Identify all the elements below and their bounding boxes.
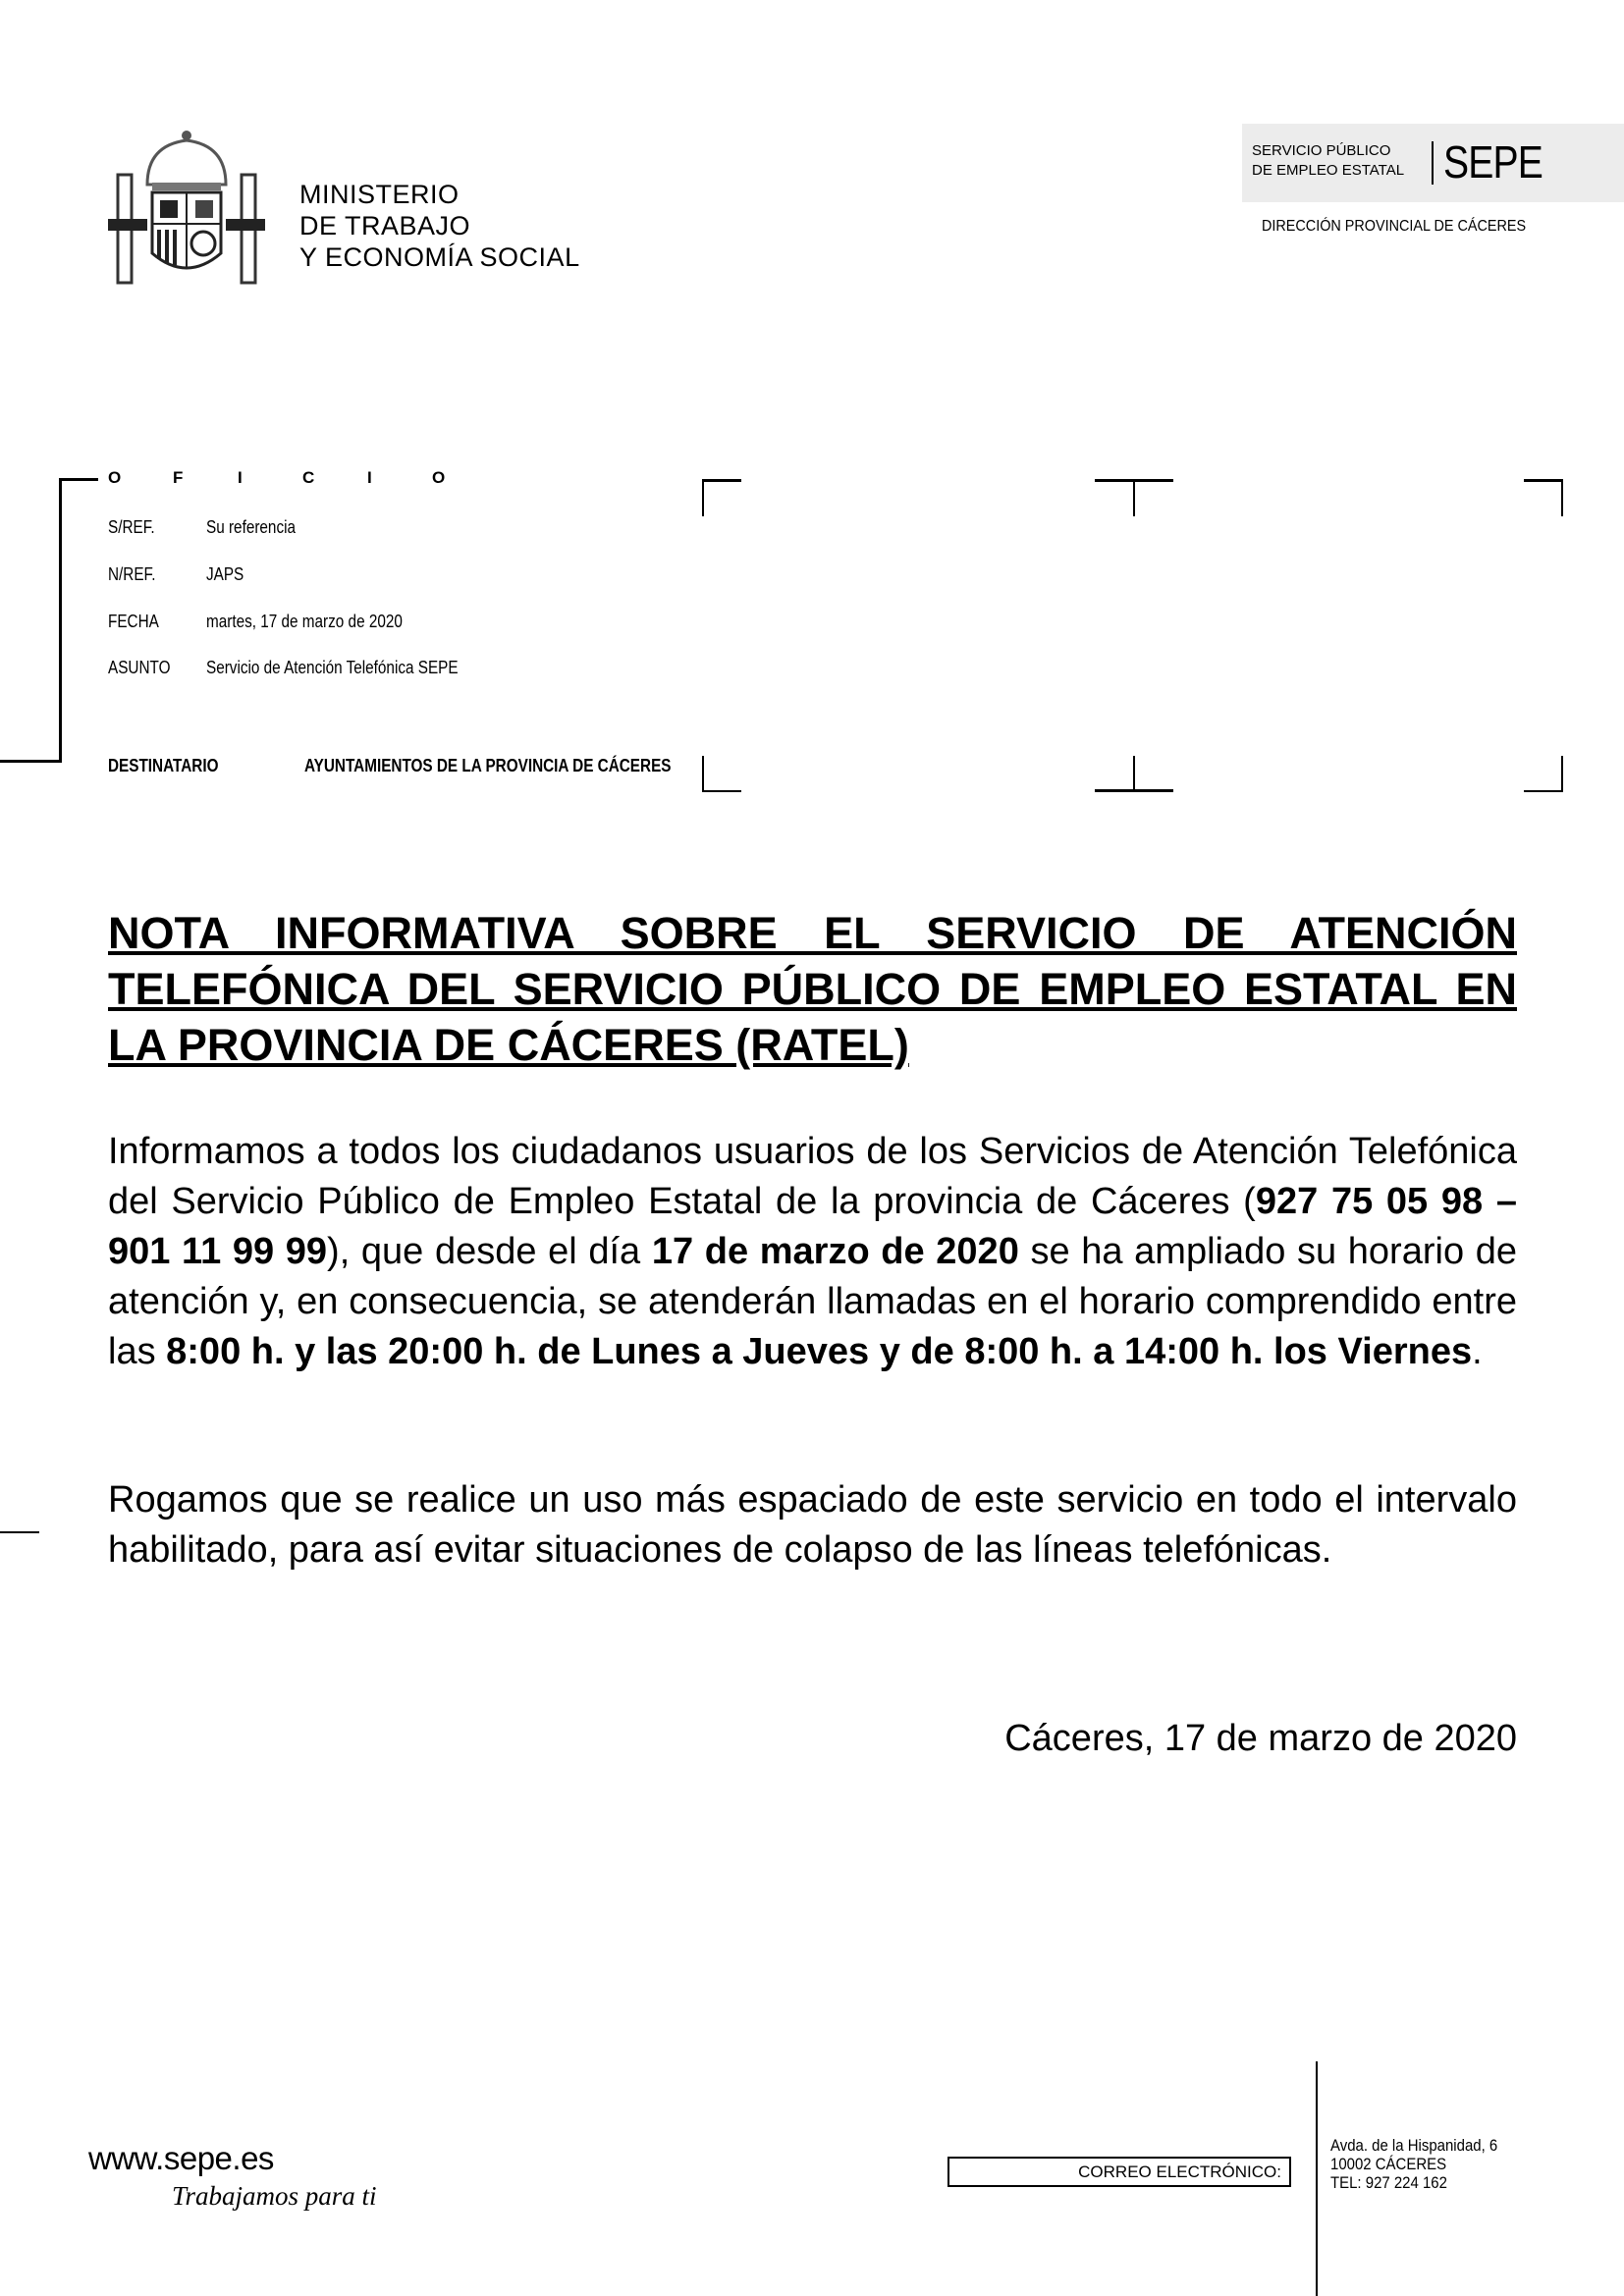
ministry-line: Y ECONOMÍA SOCIAL [299,242,580,272]
start-date: 17 de marzo de 2020 [651,1231,1019,1272]
sepe-divider [1432,141,1434,185]
crop-mark [702,756,704,792]
asunto-label: ASUNTO [108,658,171,677]
oficio-heading [108,468,497,488]
closing-date: Cáceres, 17 de marzo de 2020 [1004,1718,1517,1759]
crop-mark [1524,790,1563,792]
crop-mark [702,479,741,482]
crop-mark [702,790,741,792]
fold-mark [0,1531,39,1533]
crop-mark [1133,479,1135,516]
sepe-wordmark: SEPE [1443,136,1543,187]
fecha-value: martes, 17 de marzo de 2020 [206,612,403,631]
website-link[interactable]: www.sepe.es [88,2140,274,2176]
ministry-name [299,179,580,273]
address-line: 10002 CÁCERES [1330,2155,1447,2173]
sref-value: Su referencia [206,517,297,537]
address-line: TEL: 927 224 162 [1330,2173,1447,2192]
phone-numbers: 927 75 05 98 – 901 11 99 99 [108,1181,1517,1272]
nref-value: JAPS [206,564,244,584]
slogan: Trabajamos para ti [172,2181,377,2211]
text: . [1472,1331,1483,1372]
service-hours: 8:00 h. y las 20:00 h. de Lunes a Jueves y de 8:00 h. a 14:00 h. los Viernes [166,1331,1473,1372]
sepe-small-line: SERVICIO PÚBLICO [1252,142,1391,159]
sepe-small-line: DE EMPLEO ESTATAL [1252,162,1405,179]
destinatario-value: AYUNTAMIENTOS DE LA PROVINCIA DE CÁCERES [304,756,672,775]
footer-divider [1316,2061,1318,2296]
paragraph-2: Rogamos que se realice un uso más espaciado de este servicio en todo el intervalo habilitado, para así evitar situaciones de colapso de las líneas telefónicas. [108,1479,1517,1571]
bracket-line [59,478,62,763]
crop-mark [702,479,704,516]
text: se ha ampliado su horario de atención y, en consecuencia, se atenderán llamadas en el horario comprendido entre las [108,1231,1517,1372]
destinatario-label: DESTINATARIO [108,756,219,775]
bracket-line [0,760,62,763]
crop-mark [1524,479,1563,482]
direccion-provincial: DIRECCIÓN PROVINCIAL DE CÁCERES [1262,218,1527,235]
coat-of-arms-logo [103,126,270,288]
oficio-letter: O [432,468,446,487]
oficio-letter: I [367,468,372,487]
sepe-logo [1242,124,1624,202]
address-block [1330,2136,1497,2192]
oficio-letter: I [238,468,243,487]
email-box: CORREO ELECTRÓNICO: [947,2157,1291,2187]
crop-mark [1561,756,1563,792]
bracket-line [59,478,98,481]
text: Informamos a todos los ciudadanos usuarios de los Servicios de Atención Telefónica del Servicio Público de Empleo Estatal de la provincia de Cáceres ( [108,1131,1517,1222]
document-title: NOTA INFORMATIVA SOBRE EL SERVICIO DE ATENCIÓN TELEFÓNICA DEL SERVICIO PÚBLICO DE EMPLEO ESTATAL EN LA PROVINCIA DE CÁCERES (RATEL) [108,908,1517,1070]
ministry-line: DE TRABAJO [299,211,471,240]
oficio-letter: F [173,468,184,487]
sref-label: S/REF. [108,517,155,537]
fecha-label: FECHA [108,612,159,631]
ministry-line: MINISTERIO [299,180,460,209]
crop-mark [1561,479,1563,516]
asunto-value: Servicio de Atención Telefónica SEPE [206,658,459,677]
oficio-letter: C [302,468,315,487]
address-line: Avda. de la Hispanidad, 6 [1330,2136,1498,2155]
crop-mark [1133,756,1135,792]
nref-label: N/REF. [108,564,156,584]
oficio-letter: O [108,468,122,487]
paragraph-1 [108,1127,1517,1377]
text: ), que desde el día [327,1231,652,1272]
